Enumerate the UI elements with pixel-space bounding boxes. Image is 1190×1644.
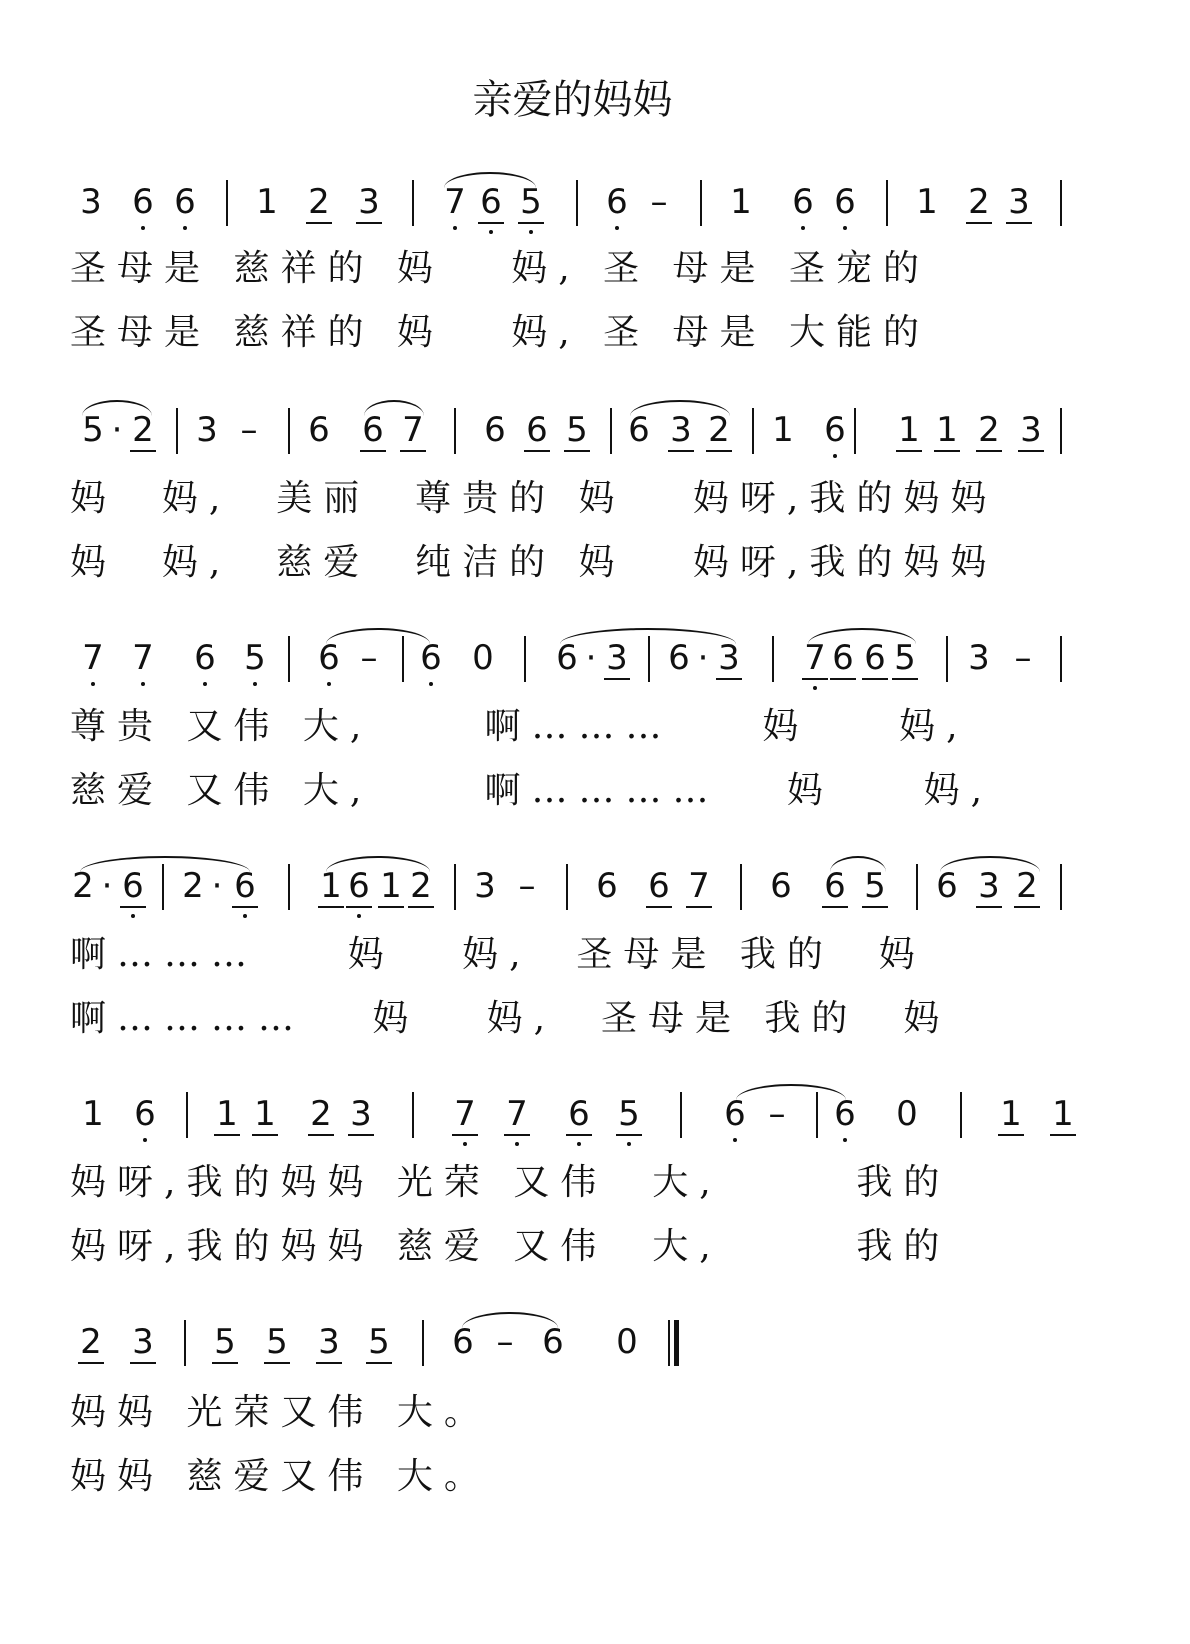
note: 3 — [348, 1094, 374, 1136]
lyric-line-1: 妈呀,我的妈妈 光荣 又伟 大, 我的 — [70, 1162, 951, 1203]
note: 5 — [82, 410, 104, 450]
barline — [1060, 408, 1062, 454]
note: – — [650, 182, 668, 222]
barline — [886, 180, 888, 226]
lyric-line-1: 圣母是 慈祥的 妈 妈, 圣 母是 圣宠的 — [70, 248, 930, 289]
note: · — [697, 638, 709, 678]
note: 6 — [542, 1322, 564, 1362]
barline — [412, 1092, 414, 1138]
note: – — [768, 1094, 786, 1134]
barline — [854, 408, 856, 454]
note: 6 — [790, 182, 816, 222]
note: 6 — [316, 638, 342, 678]
note: 7 — [504, 1094, 530, 1136]
note: 5 — [518, 182, 544, 224]
note: 7 — [400, 410, 426, 452]
note: 3 — [604, 638, 630, 680]
note: 6 — [566, 1094, 592, 1136]
note: 3 — [196, 410, 218, 450]
lyric-line-2: 妈妈 慈爱又伟 大。 — [70, 1456, 491, 1497]
note: 1 — [378, 866, 404, 908]
note: 5 — [564, 410, 590, 452]
note: 3 — [130, 1322, 156, 1364]
note: 1 — [916, 182, 938, 222]
note: 7 — [442, 182, 468, 222]
note: 6 — [822, 410, 848, 450]
barline — [610, 408, 612, 454]
note: 1 — [214, 1094, 240, 1136]
note: 1 — [772, 410, 794, 450]
barline — [1060, 864, 1062, 910]
note: 5 — [862, 866, 888, 908]
note: – — [496, 1322, 514, 1362]
barline — [402, 636, 404, 682]
note: 3 — [1018, 410, 1044, 452]
note: 7 — [80, 638, 106, 678]
barline — [946, 636, 948, 682]
note: – — [240, 410, 258, 450]
barline — [454, 408, 456, 454]
note: 1 — [896, 410, 922, 452]
note: 6 — [556, 638, 578, 678]
note: 7 — [130, 638, 156, 678]
note: 2 — [308, 1094, 334, 1136]
barline — [454, 864, 456, 910]
note: 2 — [976, 410, 1002, 452]
note: 1 — [1050, 1094, 1076, 1136]
note: 3 — [316, 1322, 342, 1364]
note: 2 — [966, 182, 992, 224]
note: 6 — [646, 866, 672, 908]
note: 6 — [192, 638, 218, 678]
barline — [740, 864, 742, 910]
note: 3 — [474, 866, 496, 906]
note: 6 — [524, 410, 550, 452]
note: · — [585, 638, 597, 678]
barline — [916, 864, 918, 910]
note: 1 — [252, 1094, 278, 1136]
note: 5 — [212, 1322, 238, 1364]
note: 6 — [830, 638, 856, 680]
note: – — [1014, 638, 1032, 678]
barline — [176, 408, 178, 454]
note: 6 — [822, 866, 848, 908]
note: 3 — [976, 866, 1002, 908]
note: 6 — [132, 1094, 158, 1134]
note: 1 — [730, 182, 752, 222]
note: 0 — [472, 638, 494, 678]
barline — [576, 180, 578, 226]
note: 6 — [346, 866, 372, 908]
note: 2 — [130, 410, 156, 452]
note: 3 — [968, 638, 990, 678]
barline — [288, 636, 290, 682]
barline — [960, 1092, 962, 1138]
note: 6 — [484, 410, 506, 450]
note: 6 — [172, 182, 198, 222]
note: 6 — [478, 182, 504, 224]
note: 0 — [896, 1094, 918, 1134]
barline — [772, 636, 774, 682]
barline — [566, 864, 568, 910]
barline — [226, 180, 228, 226]
note: 2 — [706, 410, 732, 452]
note: 6 — [604, 182, 630, 222]
lyric-line-1: 妈妈 光荣又伟 大。 — [70, 1392, 491, 1433]
note: 6 — [832, 182, 858, 222]
barline — [1060, 180, 1062, 226]
note: 2 — [306, 182, 332, 224]
note: 6 — [668, 638, 690, 678]
note: 2 — [1014, 866, 1040, 908]
note: 1 — [934, 410, 960, 452]
lyric-line-2: 慈爱 又伟 大, 啊………… 妈 妈, — [70, 770, 994, 811]
note: 5 — [366, 1322, 392, 1364]
note: 1 — [998, 1094, 1024, 1136]
barline — [680, 1092, 682, 1138]
lyric-line-1: 妈 妈, 美丽 尊贵的 妈 妈呀,我的妈妈 — [70, 478, 998, 519]
barline — [288, 408, 290, 454]
note: 5 — [892, 638, 918, 680]
note: 1 — [318, 866, 344, 908]
note: 6 — [862, 638, 888, 680]
barline — [700, 180, 702, 226]
slur — [736, 1084, 846, 1100]
barline — [524, 636, 526, 682]
note: 2 — [72, 866, 94, 906]
note: 2 — [182, 866, 204, 906]
barline — [1060, 636, 1062, 682]
barline — [184, 1320, 186, 1366]
note: 6 — [232, 866, 258, 908]
barline — [186, 1092, 188, 1138]
lyric-line-2: 妈 妈, 慈爱 纯洁的 妈 妈呀,我的妈妈 — [70, 542, 998, 583]
note: 6 — [418, 638, 444, 678]
barline — [412, 180, 414, 226]
lyric-line-1: 啊……… 妈 妈, 圣母是 我的 妈 — [70, 934, 926, 975]
note: 6 — [130, 182, 156, 222]
lyric-line-1: 尊贵 又伟 大, 啊……… 妈 妈, — [70, 706, 969, 747]
note: 3 — [356, 182, 382, 224]
note: 3 — [716, 638, 742, 680]
note: 6 — [722, 1094, 748, 1134]
note: · — [111, 410, 123, 450]
note: 6 — [452, 1322, 474, 1362]
note: 6 — [936, 866, 958, 906]
song-title: 亲爱的妈妈 — [472, 77, 673, 123]
note: 0 — [616, 1322, 638, 1362]
barline — [288, 864, 290, 910]
note: · — [101, 866, 113, 906]
note: 2 — [408, 866, 434, 908]
barline — [648, 636, 650, 682]
note: – — [518, 866, 536, 906]
note: 5 — [616, 1094, 642, 1136]
note: 1 — [82, 1094, 104, 1134]
note: – — [360, 638, 378, 678]
barline — [816, 1092, 818, 1138]
note: 2 — [78, 1322, 104, 1364]
note: 3 — [668, 410, 694, 452]
barline — [668, 1320, 670, 1366]
barline — [752, 408, 754, 454]
note: 6 — [308, 410, 330, 450]
lyric-line-2: 妈呀,我的妈妈 慈爱 又伟 大, 我的 — [70, 1226, 951, 1267]
lyric-line-2: 圣母是 慈祥的 妈 妈, 圣 母是 大能的 — [70, 312, 930, 353]
note: 7 — [802, 638, 828, 680]
note: 7 — [686, 866, 712, 908]
note: 6 — [832, 1094, 858, 1134]
barline — [422, 1320, 424, 1366]
note: 3 — [80, 182, 102, 222]
note: 7 — [452, 1094, 478, 1136]
note: 3 — [1006, 182, 1032, 224]
note: 5 — [264, 1322, 290, 1364]
note: 5 — [242, 638, 268, 678]
note: 6 — [360, 410, 386, 452]
note: 6 — [770, 866, 792, 906]
final-barline — [674, 1320, 679, 1366]
barline — [162, 864, 164, 910]
note: 1 — [256, 182, 278, 222]
lyric-line-2: 啊………… 妈 妈, 圣母是 我的 妈 — [70, 998, 951, 1039]
note: 6 — [120, 866, 146, 908]
note: · — [211, 866, 223, 906]
note: 6 — [628, 410, 650, 450]
note: 6 — [596, 866, 618, 906]
